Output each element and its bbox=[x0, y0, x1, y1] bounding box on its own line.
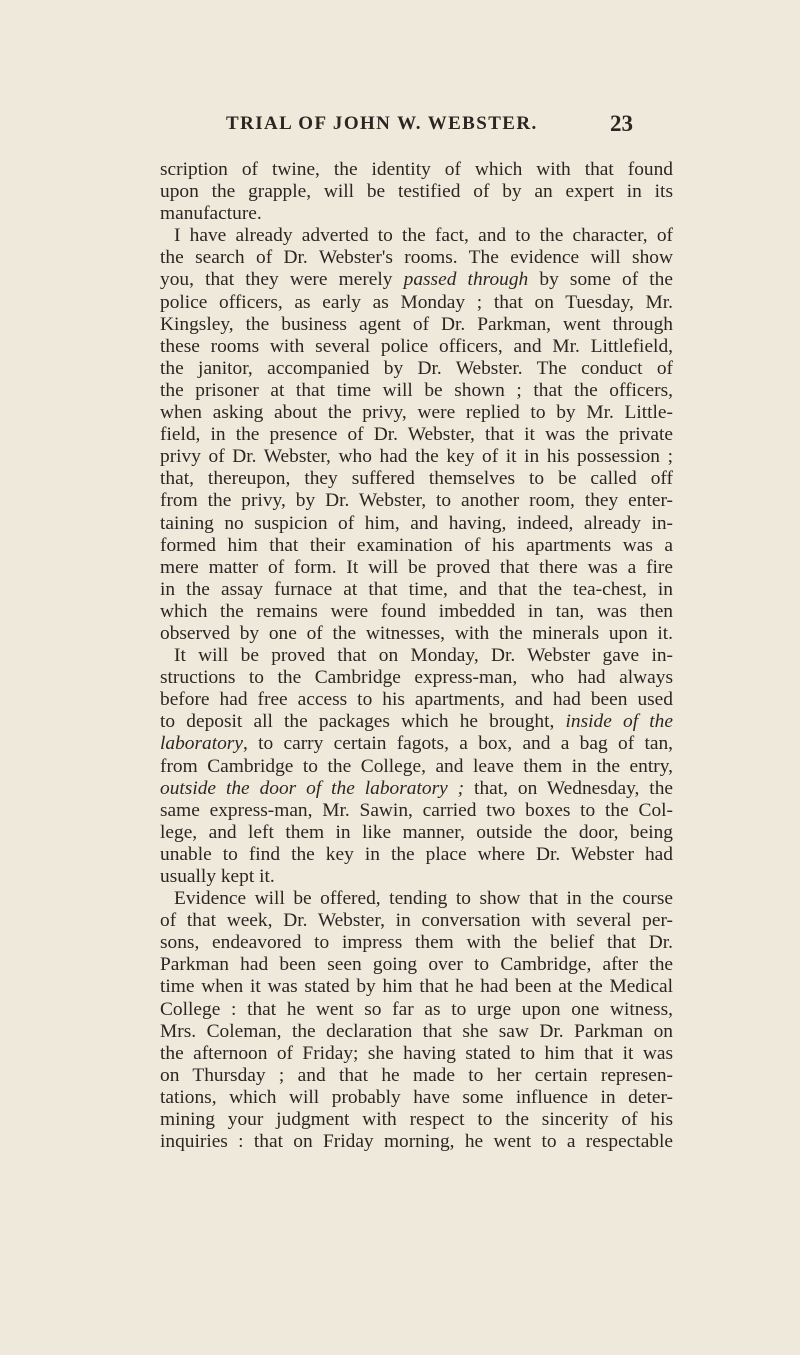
text-line: before had free access to his apartments, and had been used bbox=[160, 689, 673, 711]
text-line: mining your judgment with respect to the sincerity of his bbox=[160, 1109, 673, 1131]
text-line: Parkman had been seen going over to Cambridge, after the bbox=[160, 954, 673, 976]
italic-emphasis: passed through bbox=[403, 269, 529, 291]
text-line: the janitor, accompanied by Dr. Webster. The conduct of bbox=[160, 357, 673, 379]
text-line: sons, endeavored to impress them with the belief that Dr. bbox=[160, 932, 673, 954]
text-line: from Cambridge to the College, and leave them in the entry, bbox=[160, 755, 673, 777]
text-line: laboratory, to carry certain fagots, a box, and a bag of tan, bbox=[160, 733, 673, 755]
text-line: scription of twine, the identity of which with that found bbox=[160, 159, 673, 180]
text-line: in the assay furnace at that time, and that the tea-chest, in bbox=[160, 578, 673, 600]
running-title: TRIAL OF JOHN W. WEBSTER. bbox=[226, 113, 538, 134]
page-number: 23 bbox=[610, 111, 633, 136]
text-line: formed him that their examination of his apartments was a bbox=[160, 534, 673, 556]
text-line: Mrs. Coleman, the declaration that she saw Dr. Parkman on bbox=[160, 1020, 673, 1042]
text-line: manufacture. bbox=[160, 203, 262, 225]
text-line: unable to find the key in the place where Dr. Webster had bbox=[160, 843, 673, 865]
text-line: the search of Dr. Webster's rooms. The evidence will show bbox=[160, 247, 673, 269]
text-line: of that week, Dr. Webster, in conversation with several per- bbox=[160, 910, 673, 932]
text-line: mere matter of form. It will be proved that there was a fire bbox=[160, 556, 673, 578]
text-line: the afternoon of Friday; she having stated to him that it was bbox=[160, 1042, 673, 1064]
italic-emphasis: laboratory bbox=[160, 733, 243, 755]
text-line: you, that they were merely passed through by some of the bbox=[160, 269, 673, 291]
text-line: It will be proved that on Monday, Dr. Webster gave in- bbox=[174, 645, 673, 667]
text-line: observed by one of the witnesses, with the minerals upon it. bbox=[160, 622, 673, 644]
text-line: privy of Dr. Webster, who had the key of it in his possession ; bbox=[160, 446, 673, 468]
text-line: these rooms with several police officers, and Mr. Littlefield, bbox=[160, 335, 673, 357]
text-line: tations, which will probably have some influence in deter- bbox=[160, 1086, 673, 1108]
text-line: Kingsley, the business agent of Dr. Parkman, went through bbox=[160, 313, 673, 335]
text-line: field, in the presence of Dr. Webster, that it was the private bbox=[160, 424, 673, 446]
text-line: same express-man, Mr. Sawin, carried two boxes to the Col- bbox=[160, 799, 673, 821]
text-line: structions to the Cambridge express-man, who had always bbox=[160, 667, 673, 689]
text-line: on Thursday ; and that he made to her certain represen- bbox=[160, 1064, 673, 1086]
text-line: the prisoner at that time will be shown ; that the officers, bbox=[160, 379, 673, 401]
text-line: inquiries : that on Friday morning, he went to a respectable bbox=[160, 1131, 673, 1153]
text-line: time when it was stated by him that he had been at the Medical bbox=[160, 976, 673, 998]
text-line: College : that he went so far as to urge upon one witness, bbox=[160, 998, 673, 1020]
text-line: which the remains were found imbedded in tan, was then bbox=[160, 600, 673, 622]
text-line: taining no suspicion of him, and having, indeed, already in- bbox=[160, 512, 673, 534]
text-line: usually kept it. bbox=[160, 866, 275, 887]
text-line: to deposit all the packages which he brought, inside of the bbox=[160, 711, 673, 733]
text-line: Evidence will be offered, tending to show that in the course bbox=[174, 888, 673, 910]
text-line: police officers, as early as Monday ; that on Tuesday, Mr. bbox=[160, 291, 673, 313]
body-text bbox=[160, 159, 673, 1153]
italic-emphasis: inside of the bbox=[565, 711, 673, 733]
text-line: that, thereupon, they suffered themselves to be called off bbox=[160, 468, 673, 490]
text-line: lege, and left them in like manner, outside the door, being bbox=[160, 821, 673, 843]
text-line: outside the door of the laboratory ; that, on Wednesday, the bbox=[160, 777, 673, 799]
text-line: from the privy, by Dr. Webster, to another room, they enter- bbox=[160, 490, 673, 512]
italic-emphasis: outside the door of the laboratory ; bbox=[160, 777, 465, 799]
text-line: when asking about the privy, were replied to by Mr. Little- bbox=[160, 402, 673, 424]
running-head bbox=[0, 113, 800, 143]
text-line: I have already adverted to the fact, and to the character, of bbox=[174, 225, 673, 247]
text-line: upon the grapple, will be testified of by an expert in its bbox=[160, 181, 673, 203]
